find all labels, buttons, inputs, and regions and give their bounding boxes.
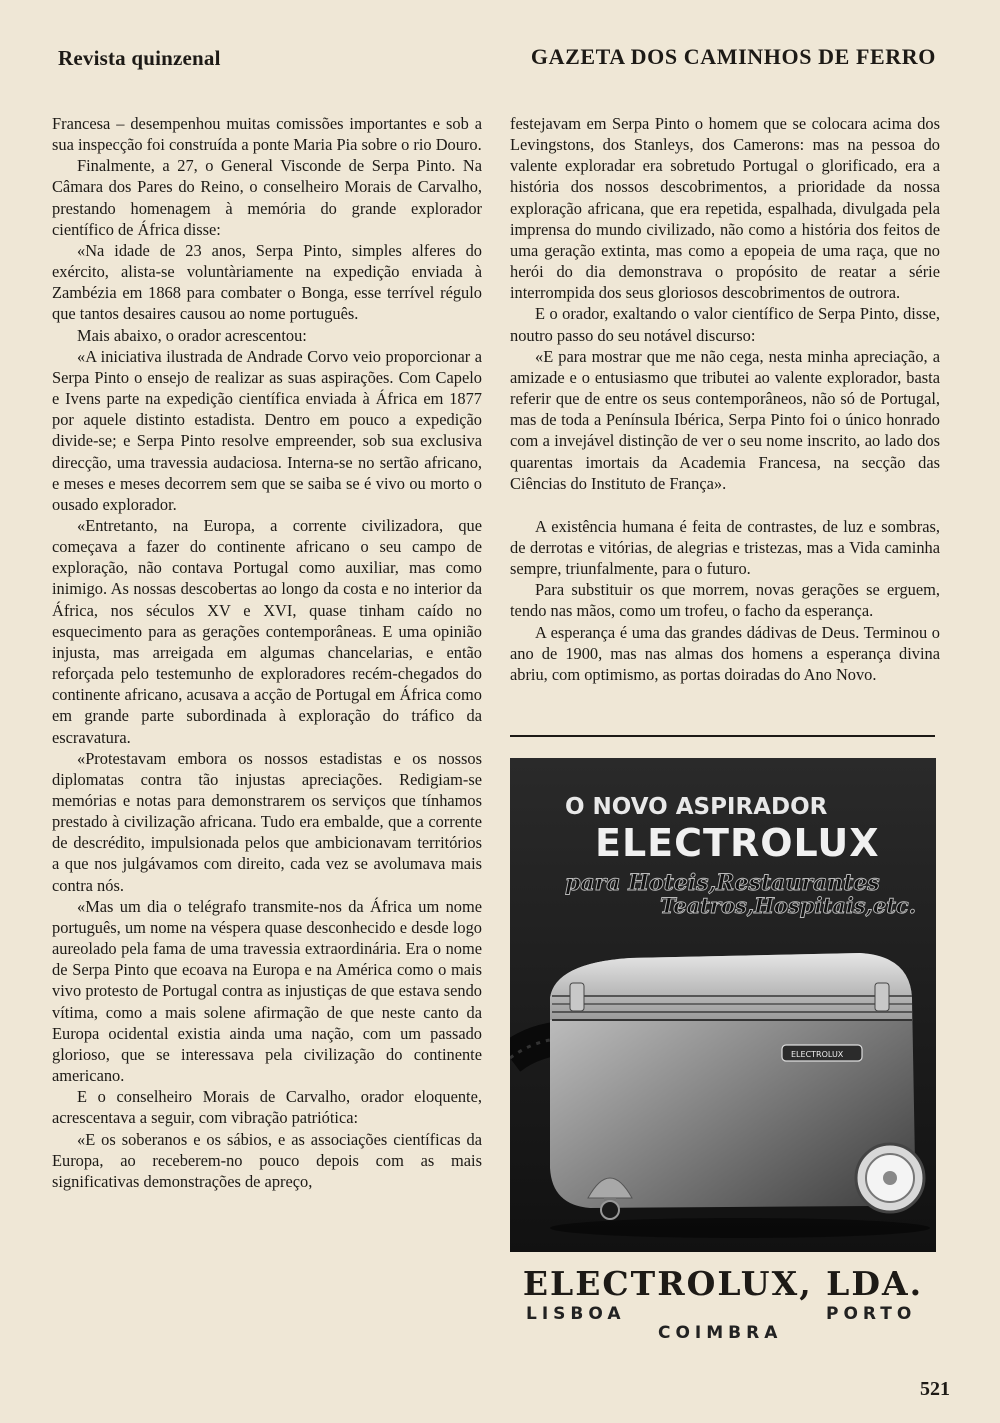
left-column bbox=[52, 113, 482, 1192]
section-divider bbox=[510, 735, 935, 737]
paragraph: festejavam em Serpa Pinto o homem que se colocara acima dos Levingstons, dos Stanleys, dos Camerons: mas na pessoa do valente exploradar era sobretudo Portugal o glorificado, era a história dos nossos descobrimentos, a prioridade da nossa exploração africana, que era repetida, espalhada, divulgada pela imprensa do mundo civilizado, não como a história dos feitos de uma geração extinta, mas como a epopeia de uma raça, que no herói do dia demonstrava o propósito de reatar a série interrompida dos seus gloriosos descobrimentos de outrora. bbox=[510, 114, 940, 303]
ad-city-coimbra: COIMBRA bbox=[658, 1323, 783, 1343]
paragraph-gap bbox=[510, 494, 940, 516]
paragraph: «Entretanto, na Europa, a corrente civilizadora, que começava a fazer do continente africano o seu campo de exploração, não contava Portugal como auxiliar, mas como inimigo. As nossas descobertas ao longo da costa e no interior da África, nos séculos XV e XVI, quase tinham caído no esquecimento para as gerações contemporâneas. E uma opinião injusta, mas arreigada em algumas chancelarias, e então reforçada pelo testemunho de exploradores recém-chegados do continente africano, acusava a acção de Portugal em África como em grande parte subordinada à exploração do tráfico da escravatura. bbox=[52, 515, 482, 747]
paragraph: A esperança é uma das grandes dádivas de Deus. Terminou o ano de 1900, mas nas almas dos homens a esperança divina abriu, com optimismo, as portas doiradas do Ano Novo. bbox=[510, 622, 940, 684]
advertisement-image bbox=[510, 758, 936, 1252]
paragraph: «E para mostrar que me não cega, nesta minha apreciação, a amizade e o entusiasmo que tributei ao valente explorador, basta referir que de entre os seus contemporâneos, não só de Portugal, mas de toda a Península Ibérica, Serpa Pinto foi o único honrado com a invejável distinção de ver o seu nome inscrito, ao lado dos quarentas imortais da Academia Francesa, na secção das Ciências do Instituto de França». bbox=[510, 346, 940, 493]
page-number: 521 bbox=[920, 1378, 950, 1400]
header-left: Revista quinzenal bbox=[58, 46, 221, 70]
paragraph: Francesa – desempenhou muitas comissões importantes e sob a sua inspecção foi construída a ponte Maria Pia sobre o rio Douro. bbox=[52, 114, 482, 155]
ad-company-name: ELECTROLUX, LDA. bbox=[522, 1264, 924, 1303]
ad-brand: ELECTROLUX bbox=[595, 821, 880, 865]
paragraph: Mais abaixo, o orador acrescentou: bbox=[77, 325, 307, 345]
right-column bbox=[510, 113, 940, 685]
paragraph: Finalmente, a 27, o General Visconde de Serpa Pinto. Na Câmara dos Pares do Reino, o conselheiro Morais de Carvalho, prestando homenagem à memória do grande explorador científico de África disse: bbox=[52, 156, 482, 239]
header-right: GAZETA DOS CAMINHOS DE FERRO bbox=[530, 44, 936, 69]
paragraph: E o conselheiro Morais de Carvalho, orador eloquente, acrescentava a seguir, com vibração patriótica: bbox=[52, 1087, 482, 1128]
ad-city-porto: PORTO bbox=[826, 1304, 917, 1324]
paragraph: E o orador, exaltando o valor científico de Serpa Pinto, disse, noutro passo do seu notável discurso: bbox=[510, 304, 940, 345]
ad-nameplate: ELECTROLUX bbox=[791, 1050, 844, 1059]
ad-city-lisboa: LISBOA bbox=[526, 1304, 626, 1324]
ad-tagline: para Hoteis,Restaurantes bbox=[565, 870, 880, 896]
ad-tagline-2: Teatros,Hospitais,etc. bbox=[660, 893, 916, 918]
ad-headline: O NOVO ASPIRADOR bbox=[565, 794, 828, 820]
paragraph: «Na idade de 23 anos, Serpa Pinto, simples alferes do exército, alista-se voluntàriamente na expedição enviada à Zambézia em 1868 para combater o Bonga, esse terrível régulo que tantos desaires causou ao nome português. bbox=[52, 240, 482, 324]
paragraph: A existência humana é feita de contrastes, de luz e sombras, de derrotas e vitórias, de alegrias e tristezas, mas a Vida caminha sempre, triunfalmente, para o futuro. bbox=[510, 516, 940, 579]
paragraph: «Protestavam embora os nossos estadistas e os nossos diplomatas contra tão injustas apreciações. Redigiam-se memórias e notas para demonstrarem os serviços que tínhamos prestado à civilização africana. Tudo era embalde, que a corrente de descrédito, impulsionada pelos que ambicionavam territórios a que nos julgávamos com direito, cada vez se avolumava mais contra nós. bbox=[52, 748, 482, 895]
paragraph: «E os soberanos e os sábios, e as associações científicas da Europa, ao receberem-no pouco depois com as mais significativas demonstrações de apreço, bbox=[52, 1129, 482, 1191]
paragraph: «Mas um dia o telégrafo transmite-nos da África um nome português, um nome na véspera quase desconhecido e desde logo aureolado pela fama de uma travessia extraordinária. Era o nome de Serpa Pinto que ecoava na Europa e na América como o mais vivo protesto de Portugal contra as injustiças de que estava sendo vítima, como a mais solene afirmação de que neste canto da Europa ocidental existia ainda uma nação, com um passado glorioso, que se interessava pela civilização do continente americano. bbox=[52, 896, 482, 1086]
paragraph: «A iniciativa ilustrada de Andrade Corvo veio proporcionar a Serpa Pinto o ensejo de realizar as suas aspirações. Com Capelo e Ivens parte na expedição científica enviada à África em 1877 por aquele distinto estadista. Dentro em pouco a expedição divide-se; e Serpa Pinto resolve empreender, sob sua exclusiva direcção, uma travessia audaciosa. Interna-se no sertão africano, e meses e meses decorrem sem que se saiba se é vivo ou morto o ousado explorador. bbox=[52, 346, 482, 514]
paragraph: Para substituir os que morrem, novas gerações se erguem, tendo nas mãos, como um trofeu, o facho da esperança. bbox=[510, 580, 940, 621]
